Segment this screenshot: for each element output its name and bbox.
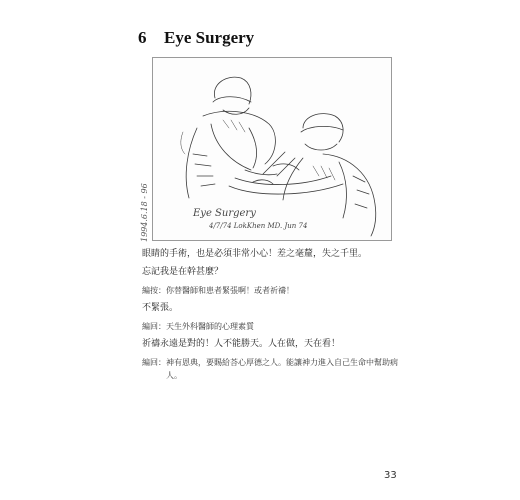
surgeons-drawing (153, 58, 391, 240)
sketch-caption-signature: 4/7/74 LokKhen MD. Jun 74 (209, 222, 308, 230)
sketch-date-note: 1994.6.18 - 96 (140, 183, 149, 242)
editor-note-2: 編回：天生外科醫師的心理素質 (142, 322, 254, 331)
text-line-4: 祈禱永遠是對的！人不能勝天。人在做，天在看！ (142, 339, 341, 349)
surgery-sketch (152, 57, 392, 241)
body-text (142, 248, 410, 387)
page-number: 33 (384, 470, 397, 481)
text-line-1: 眼睛的手術，也是必須非常小心！差之毫釐，失之千里。 (142, 249, 368, 259)
chapter-title: Eye Surgery (164, 28, 255, 47)
editor-note-1: 編按：你替醫師和患者緊張啊！或者祈禱！ (142, 286, 294, 295)
chapter-number: 6 (138, 28, 147, 47)
editor-note-3: 編回：神有恩典，要賜給荅心厚德之人。能讓神力進入自己生命中幫助病人。 (142, 358, 398, 380)
chapter-heading (138, 28, 254, 48)
text-line-3: 不緊張。 (142, 303, 179, 313)
sketch-caption-title: Eye Surgery (193, 208, 256, 219)
text-line-2: 忘記我是在幹甚麼？ (142, 267, 224, 277)
